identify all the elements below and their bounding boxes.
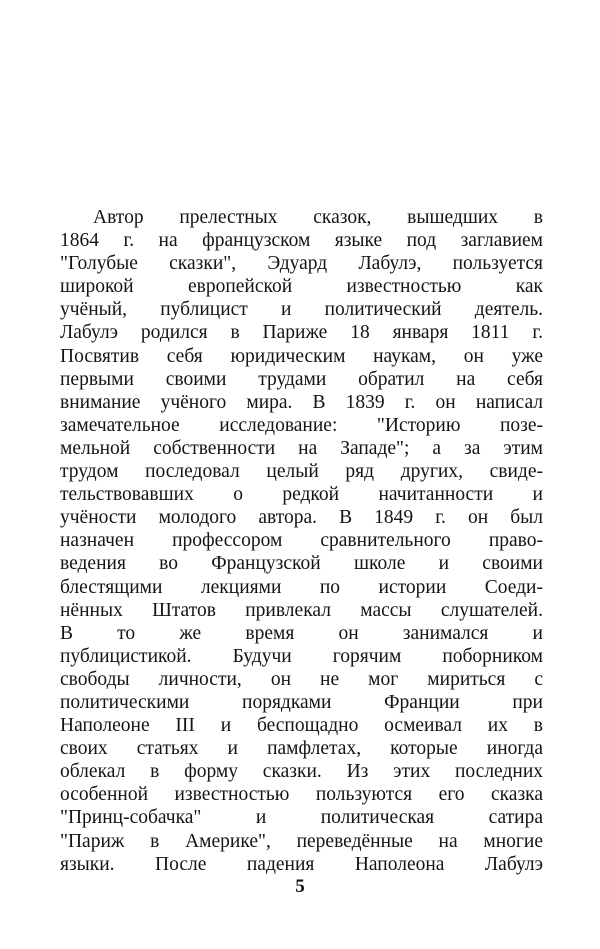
text-line: блестящими лекциями по истории Соеди- bbox=[60, 576, 543, 598]
text-line: нённых Штатов привлекал массы слушателей. bbox=[60, 599, 543, 621]
text-line: политическими порядками Франции при bbox=[60, 691, 543, 713]
text-line: языки. После падения Наполеона Лабулэ bbox=[60, 853, 543, 875]
text-line: "Париж в Америке", переведённые на многие bbox=[60, 830, 543, 852]
text-line: ведения во Французской школе и своими bbox=[60, 553, 543, 575]
text-line: широкой европейской известностью как bbox=[60, 276, 543, 298]
text-line: особенной известностью пользуются его сказка bbox=[60, 784, 543, 806]
text-line: "Голубые сказки", Эдуард Лабулэ, пользуется bbox=[60, 253, 543, 275]
text-line: Лабулэ родился в Париже 18 января 1811 г. bbox=[60, 322, 543, 344]
text-line: публицистикой. Будучи горячим поборником bbox=[60, 645, 543, 667]
text-line: замечательное исследование: "Историю позе- bbox=[60, 414, 543, 436]
text-line: мельной собственности на Западе"; а за этим bbox=[60, 437, 543, 459]
text-line: свободы личности, он не мог мириться с bbox=[60, 668, 543, 690]
text-line: Наполеоне III и беспощадно осмеивал их в bbox=[60, 715, 543, 737]
text-line: учёности молодого автора. В 1849 г. он был bbox=[60, 507, 543, 529]
text-line: В то же время он занимался и bbox=[60, 622, 543, 644]
body-paragraph bbox=[60, 206, 543, 876]
text-line: учёный, публицист и политический деятель. bbox=[60, 299, 543, 321]
text-line: трудом последовал целый ряд других, свиде- bbox=[60, 461, 543, 483]
text-line: облекал в форму сказки. Из этих последних bbox=[60, 761, 543, 783]
text-line: назначен профессором сравнительного право- bbox=[60, 530, 543, 552]
text-line: первыми своими трудами обратил на себя bbox=[60, 368, 543, 390]
text-line: тельствовавших о редкой начитанности и bbox=[60, 484, 543, 506]
text-line: своих статьях и памфлетах, которые иногда bbox=[60, 738, 543, 760]
text-line: "Принц-собачка" и политическая сатира bbox=[60, 807, 543, 829]
text-line: Автор прелестных сказок, вышедших в bbox=[93, 207, 543, 228]
text-line: Посвятив себя юридическим наукам, он уже bbox=[60, 345, 543, 367]
text-line: внимание учёного мира. В 1839 г. он написал bbox=[60, 391, 543, 413]
page-number: 5 bbox=[295, 876, 305, 897]
text-line: 1864 г. на французском языке под заглавием bbox=[60, 230, 543, 252]
